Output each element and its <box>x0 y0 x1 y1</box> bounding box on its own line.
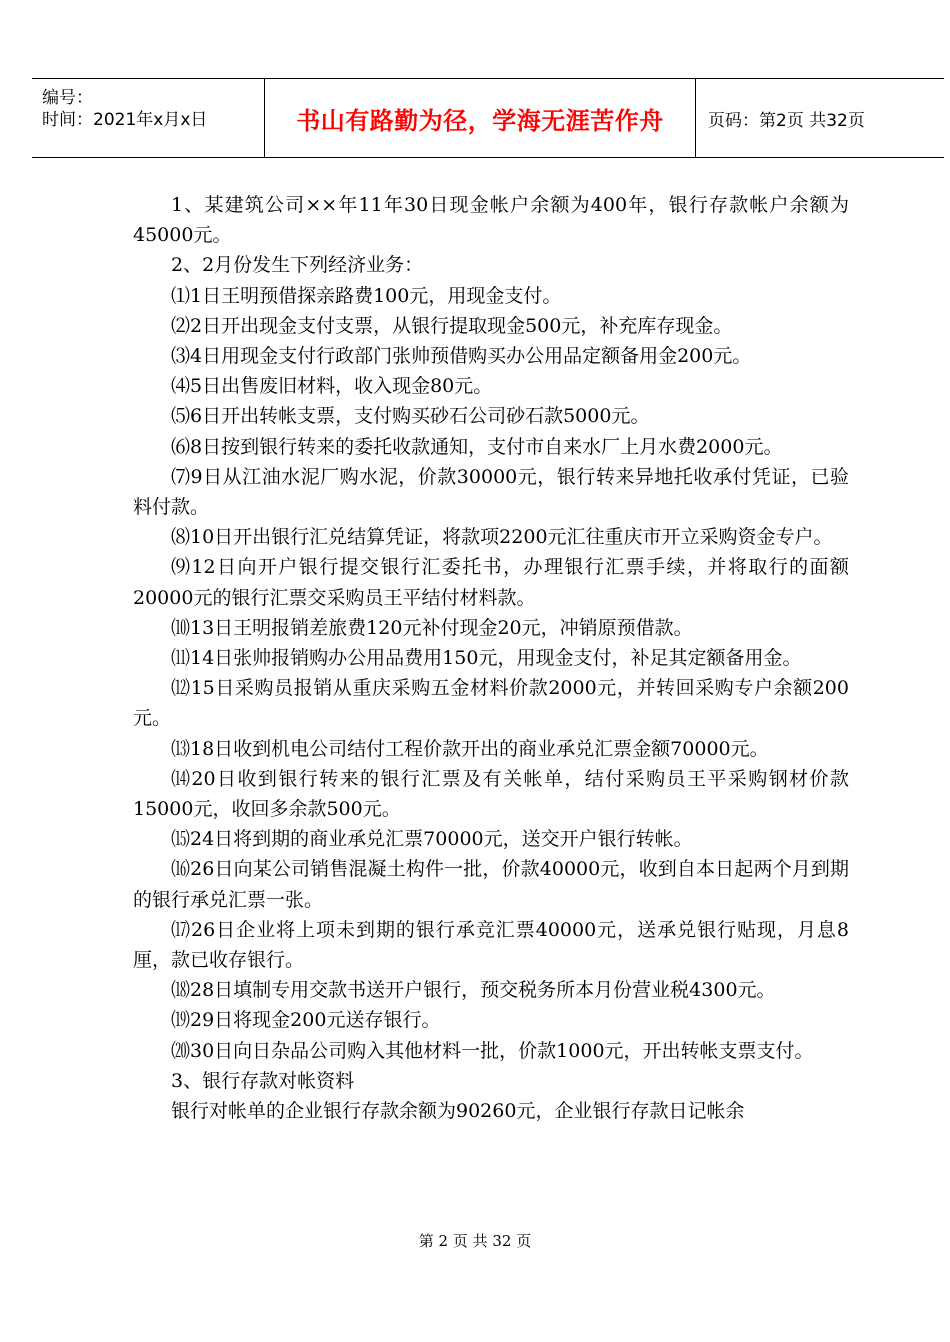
paragraph: ⑻10日开出银行汇兑结算凭证，将款项2200元汇往重庆市开立采购资金专户。 <box>171 526 833 549</box>
paragraph: ⑼12日向开户银行提交银行汇委托书，办理银行汇票手续，并将取行的面额20000元的银行汇票交采购员王平结付材料款。 <box>133 556 849 609</box>
paragraph: ⑽13日王明报销差旅费120元补付现金20元，冲销原预借款。 <box>171 616 693 639</box>
paragraph: ⒄26日企业将上项未到期的银行承竞汇票40000元，送承兑银行贴现，月息8厘，款已收存银行。 <box>133 918 849 972</box>
paragraph: ⑹8日按到银行转来的委托收款通知，支付市自来水厂上月水费2000元。 <box>171 435 783 458</box>
paragraph: ⒂24日将到期的商业承兑汇票70000元，送交开户银行转帐。 <box>171 828 693 851</box>
paragraph: ⑿15日采购员报销从重庆采购五金材料价款2000元，并转回采购专户余额200元。 <box>133 677 849 730</box>
paragraph: 3、银行存款对帐资料 <box>171 1069 355 1092</box>
page-header <box>32 78 944 158</box>
paragraph: ⑵2日开出现金支付支票，从银行提取现金500元，补充库存现金。 <box>171 314 733 337</box>
paragraph: ⑺9日从江油水泥厂购水泥，价款30000元，银行转来异地托收承付凭证，已验料付款。 <box>133 465 849 519</box>
page-footer: 第 2 页 共 32 页 <box>418 1232 532 1250</box>
header-left-cell <box>32 79 265 157</box>
paragraph: ⑶4日用现金支付行政部门张帅预借购买办公用品定额备用金200元。 <box>171 345 752 368</box>
paragraph: ⒅28日填制专用交款书送开户银行，预交税务所本月份营业税4300元。 <box>171 979 776 1002</box>
paragraph: ⑴1日王明预借探亲路费100元，用现金支付。 <box>171 284 562 307</box>
header-page-cell <box>696 79 944 157</box>
document-time-label: 时间：2021年x月x日 <box>42 110 208 130</box>
paragraph: ⒃26日向某公司销售混凝土构件一批，价款40000元，收到自本日起两个月到期的银行承兑汇票一张。 <box>133 858 849 911</box>
paragraph: 2、2月份发生下列经济业务： <box>171 254 424 277</box>
paragraph: ⒀18日收到机电公司结付工程价款开出的商业承兑汇票金额70000元。 <box>171 737 769 760</box>
paragraph: ⑾14日张帅报销购办公用品费用150元，用现金支付，补足其定额备用金。 <box>171 647 802 670</box>
paragraph: ⒆29日将现金200元送存银行。 <box>171 1009 441 1032</box>
paragraph: ⒇30日向日杂品公司购入其他材料一批，价款1000元，开出转帐支票支付。 <box>171 1039 814 1062</box>
paragraph: 1、某建筑公司××年11年30日现金帐户余额为400年，银行存款帐户余额为45000元。 <box>133 194 849 247</box>
paragraph: ⑸6日开出转帐支票，支付购买砂石公司砂石款5000元。 <box>171 405 650 428</box>
paragraph: ⒁20日收到银行转来的银行汇票及有关帐单，结付采购员王平采购钢材价款15000元，收回多余款500元。 <box>133 767 849 821</box>
paragraph: ⑷5日出售废旧材料，收入现金80元。 <box>171 375 493 398</box>
header-motto: 书山有路勤为径，学海无涯苦作舟 <box>296 106 664 135</box>
document-number-label: 编号： <box>42 88 93 108</box>
header-page-info: 页码：第2页 共32页 <box>708 110 865 131</box>
header-motto-cell <box>265 79 696 157</box>
document-body <box>133 190 849 1126</box>
paragraph: 银行对帐单的企业银行存款余额为90260元，企业银行存款日记帐余 <box>171 1100 745 1123</box>
